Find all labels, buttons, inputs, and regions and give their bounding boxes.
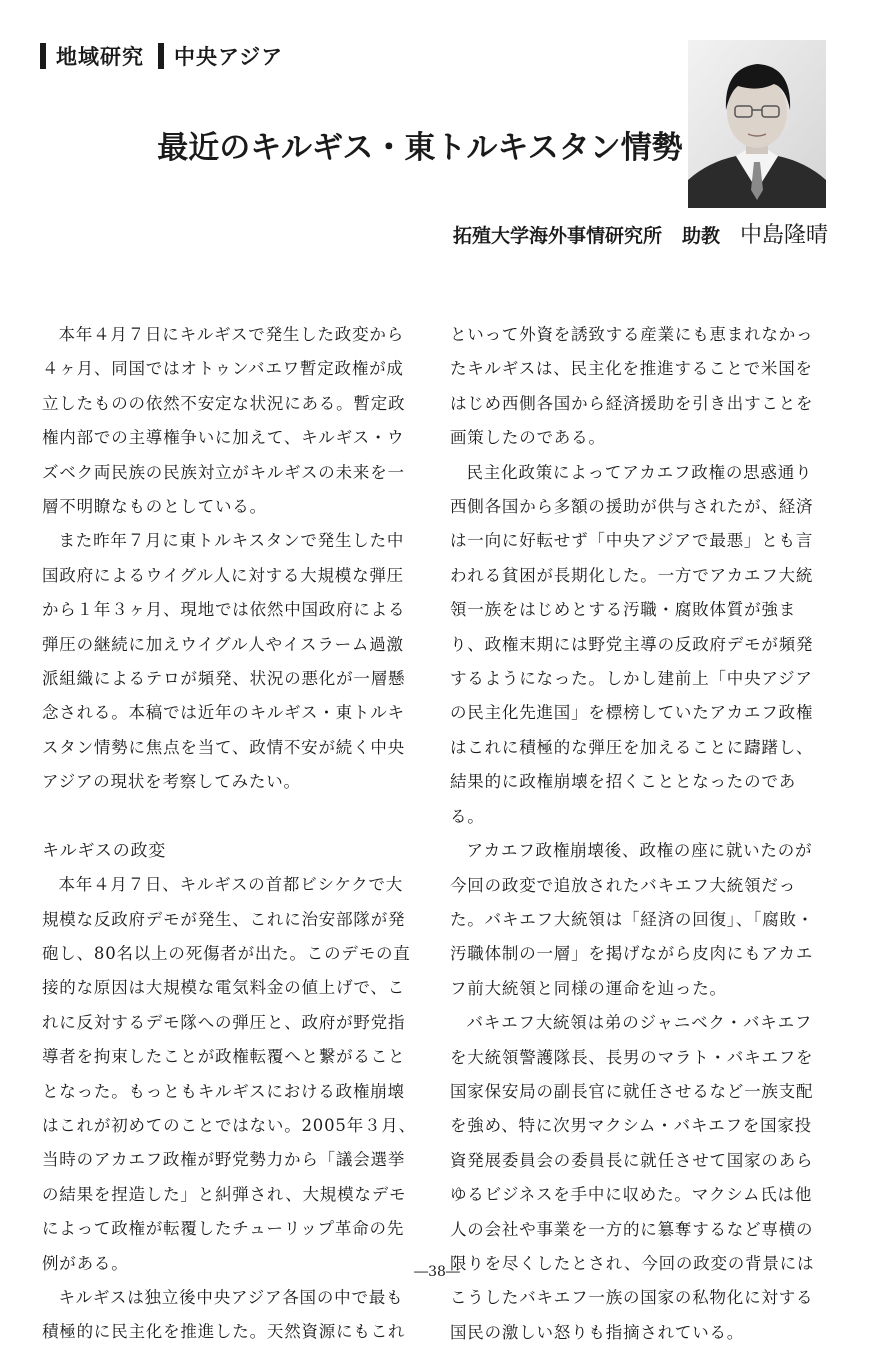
article-title: 最近のキルギス・東トルキスタン情勢 xyxy=(157,130,683,166)
author-line xyxy=(200,218,828,249)
paragraph: 本年４月７日、キルギスの首都ビシケクで大規模な反政府デモが発生、これに治安部隊が発砲し、80名以上の死傷者が出た。このデモの直接的な原因は大規模な電気料金の値上げで、これに反対するデモ隊への弾圧と、政府が野党指導者を拘束したことが政権転覆へと繋がることとなった。もっともキルギスにおける政権崩壊はこれが初めてのことではない。2005年３月、当時のアカエフ政権が野党勢力から「議会選挙の結果を捏造した」と糾弾され、大規模なデモによって政権が転覆したチューリップ革命の先例がある。 xyxy=(42,875,416,1273)
paragraph: バキエフ大統領は弟のジャニベク・バキエフを大統領警護隊長、長男のマラト・バキエフを国家保安局の副長官に就任させるなど一族支配を強め、特に次男マクシム・バキエフを国家投資発展委員会の委員長に就任させて国家のあらゆるビジネスを手中に収めた。マクシム氏は他人の会社や事業を一方的に簒奪するなど専横の限りを尽くしたとされ、今回の政変の背景にはこうしたバキエフ一族の国家の私物化に対する国民の激しい怒りも指摘されている。 xyxy=(450,1013,815,1342)
paragraph: キルギスは独立後中央アジア各国の中で最も積極的に民主化を推進した。天然資源にもこれ xyxy=(42,1287,406,1342)
body-column-right xyxy=(450,318,826,1350)
author-affiliation: 拓殖大学海外事情研究所 xyxy=(452,225,662,247)
author-portrait xyxy=(688,40,826,208)
paragraph: 民主化政策によってアカエフ政権の思惑通り西側各国から多額の援助が供与されたが、経済は一向に好転せず「中央アジアで最悪」とも言われる貧困が長期化した。一方でアカエフ大統領一族をはじめとする汚職・腐敗体質が強まり、政権末期には野党主導の反政府デモが頻発するようになった。しかし建前上「中央アジアの民主化先進国」を標榜していたアカエフ政権はこれに積極的な弾圧を加えることに躊躇し、結果的に政権崩壊を招くこととなったのである。 xyxy=(450,462,814,826)
author-role: 助教 xyxy=(681,225,720,247)
paragraph: アカエフ政権崩壊後、政権の座に就いたのが今回の政変で追放されたバキエフ大統領だった。バキエフ大統領は「経済の回復」、「腐敗・汚職体制の一層」を掲げながら皮肉にもアカエフ前大統領と同様の運命を辿った。 xyxy=(450,841,815,998)
paragraph: 本年４月７日にキルギスで発生した政変から４ヶ月、同国ではオトゥンバエワ暫定政権が成立したものの依然不安定な状況にある。暫定政権内部での主導権争いに加えて、キルギス・ウズベク両民族の民族対立がキルギスの未来を一層不明瞭なものとしている。 xyxy=(42,325,406,517)
body-column-left xyxy=(42,318,418,1350)
paragraph: また昨年７月に東トルキスタンで発生した中国政府によるウイグル人に対する大規模な弾圧から１年３ヶ月、現地では依然中国政府による弾圧の継続に加えウイグル人やイスラーム過激派組織によるテロが頻発、状況の悪化が一層懸念される。本稿では近年のキルギス・東トルキスタン情勢に焦点を当て、政情不安が続く中央アジアの現状を考察してみたい。 xyxy=(42,531,406,792)
header-category: 地域研究 xyxy=(56,45,144,69)
header-bar-icon xyxy=(158,43,164,69)
header-region: 中央アジア xyxy=(174,45,284,69)
author-name: 中島隆晴 xyxy=(739,223,828,248)
section-heading: キルギスの政変 xyxy=(42,840,167,861)
paragraph: といって外資を誘致する産業にも恵まれなかったキルギスは、民主化を推進することで米国をはじめ西側各国から経済援助を引き出すことを画策したのである。 xyxy=(450,325,814,448)
page-number: ―38― xyxy=(414,1264,460,1280)
header-bar-icon xyxy=(40,43,46,69)
section-header xyxy=(40,40,283,72)
